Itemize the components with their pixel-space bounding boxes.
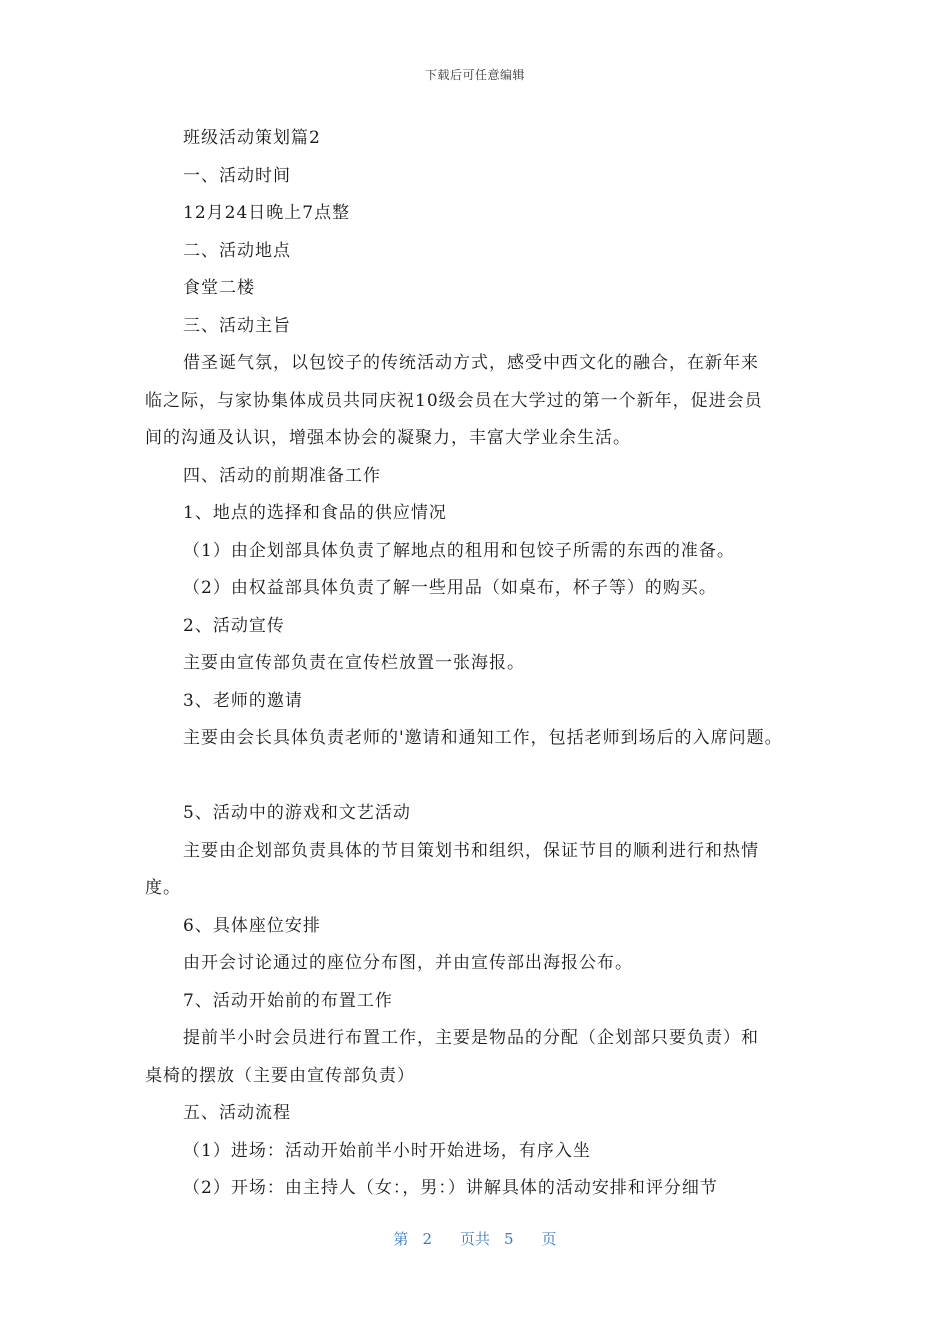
subsection-heading: 3、老师的邀请 [183, 690, 303, 711]
paragraph: 桌椅的摆放（主要由宣传部负责） [145, 1065, 415, 1086]
paragraph: 临之际，与家协集体成员共同庆祝10级会员在大学过的第一个新年，促进会员 [145, 390, 763, 411]
section-heading: 四、活动的前期准备工作 [183, 465, 381, 486]
page-total: 5 [504, 1230, 514, 1248]
page-label: 第 [393, 1230, 409, 1248]
list-item: （2）开场：由主持人（女：，男：）讲解具体的活动安排和评分细节 [183, 1178, 718, 1198]
section-heading: 一、活动时间 [183, 165, 291, 186]
page-label: 页 [541, 1230, 557, 1248]
subsection-heading: 2、活动宣传 [183, 615, 285, 636]
list-item: （2）由权益部具体负责了解一些用品（如桌布，杯子等）的购买。 [183, 578, 717, 598]
document-body [145, 120, 825, 1208]
subsection-heading: 5、活动中的游戏和文艺活动 [183, 803, 411, 823]
page-current: 2 [422, 1230, 432, 1248]
paragraph: 12月24日晚上7点整 [183, 203, 351, 223]
header-note: 下载后可任意编辑 [424, 68, 525, 82]
page-footer [0, 1228, 950, 1249]
subsection-heading: 1、地点的选择和食品的供应情况 [183, 503, 447, 523]
list-item: （1）由企划部具体负责了解地点的租用和包饺子所需的东西的准备。 [183, 540, 735, 561]
paragraph: 主要由企划部负责具体的节目策划书和组织，保证节目的顺利进行和热情 [183, 840, 759, 861]
paragraph: 食堂二楼 [183, 278, 255, 298]
document-title: 班级活动策划篇2 [183, 128, 321, 148]
paragraph: 度。 [145, 878, 181, 898]
section-heading: 五、活动流程 [183, 1103, 291, 1123]
paragraph: 借圣诞气氛，以包饺子的传统活动方式，感受中西文化的融合，在新年来 [183, 353, 759, 373]
subsection-heading: 6、具体座位安排 [183, 915, 321, 936]
subsection-heading: 7、活动开始前的布置工作 [183, 990, 393, 1011]
paragraph: 主要由会长具体负责老师的'邀请和通知工作，包括老师到场后的入席问题。 [183, 728, 783, 748]
blank-line [145, 758, 825, 796]
paragraph: 提前半小时会员进行布置工作，主要是物品的分配（企划部只要负责）和 [183, 1028, 759, 1048]
list-item: （1）进场：活动开始前半小时开始进场，有序入坐 [183, 1140, 591, 1161]
paragraph: 由开会讨论通过的座位分布图，并由宣传部出海报公布。 [183, 953, 633, 973]
section-heading: 二、活动地点 [183, 240, 291, 261]
section-heading: 三、活动主旨 [183, 315, 291, 336]
page-label: 页共 [459, 1230, 490, 1248]
paragraph: 间的沟通及认识，增强本协会的凝聚力，丰富大学业余生活。 [145, 428, 631, 448]
paragraph: 主要由宣传部负责在宣传栏放置一张海报。 [183, 653, 525, 673]
